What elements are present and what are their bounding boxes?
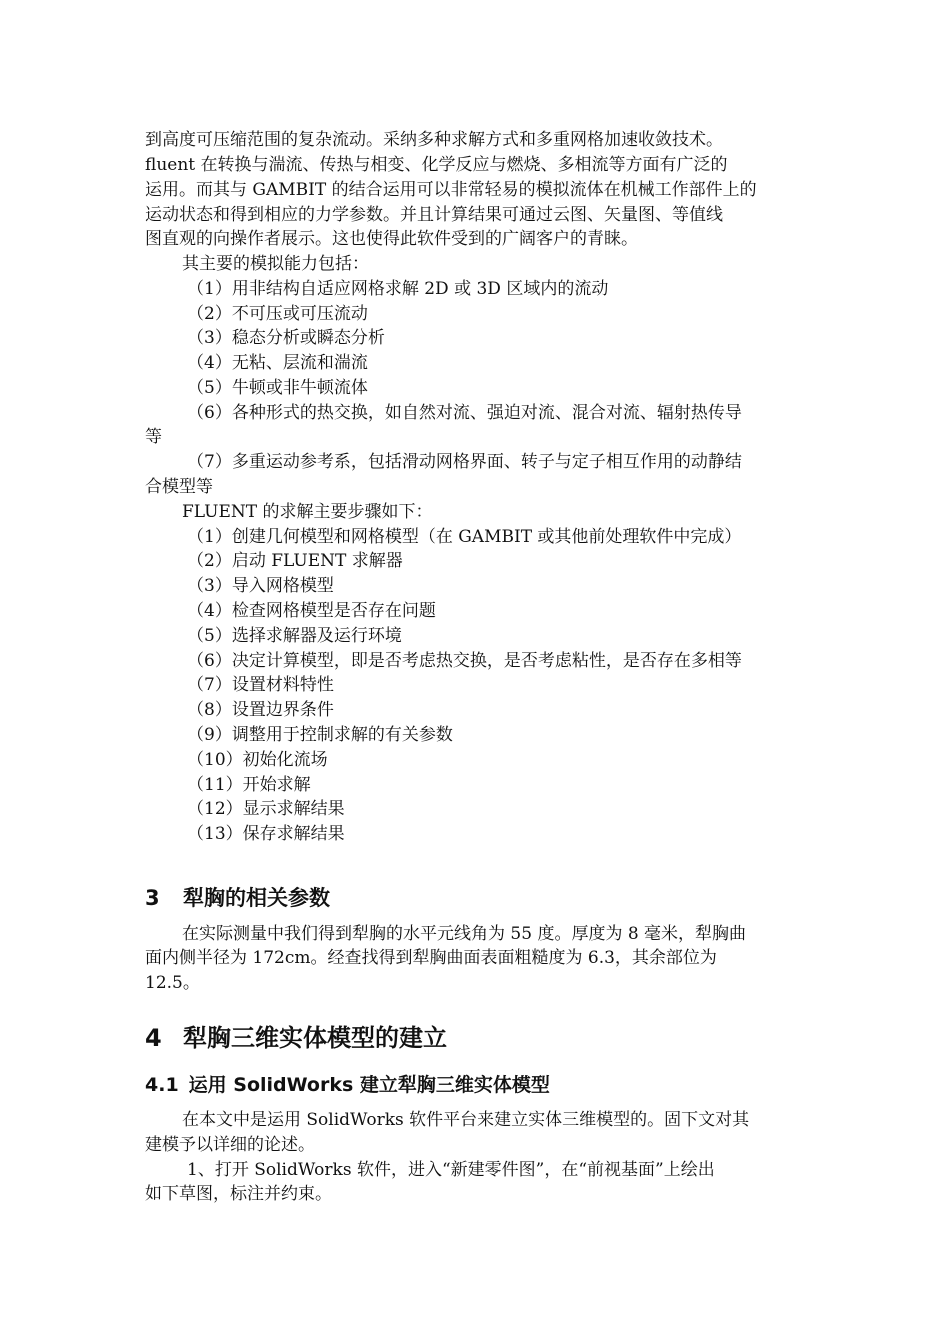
step-item: （10）初始化流场: [187, 750, 328, 770]
paragraph-line: 运动状态和得到相应的力学参数。并且计算结果可通过云图、矢量图、等值线: [145, 205, 723, 225]
steps-intro: FLUENT 的求解主要步骤如下：: [182, 502, 433, 522]
paragraph-line: 建模予以详细的论述。: [145, 1135, 315, 1155]
paragraph-line: 在实际测量中我们得到犁胸的水平元线角为 55 度。厚度为 8 毫米，犁胸曲: [182, 924, 747, 944]
paragraph-line: 运用。而其与 GAMBIT 的结合运用可以非常轻易的模拟流体在机械工作部件上的: [145, 180, 757, 200]
section-number: 4.1: [145, 1074, 179, 1096]
step-item: （12）显示求解结果: [187, 799, 345, 819]
capabilities-intro: 其主要的模拟能力包括：: [182, 254, 369, 274]
paragraph-line: 图直观的向操作者展示。这也使得此软件受到的广阔客户的青睐。: [145, 229, 638, 249]
step-item: （5）选择求解器及运行环境: [187, 626, 402, 646]
section-title: 犁胸三维实体模型的建立: [183, 1024, 447, 1052]
section-title: 运用 SolidWorks 建立犁胸三维实体模型: [188, 1074, 550, 1096]
capability-item-continuation: 等: [145, 427, 162, 447]
paragraph-line: 面内侧半径为 172cm。经查找得到犁胸曲面表面粗糙度为 6.3，其余部位为: [145, 948, 717, 968]
section-title: 犁胸的相关参数: [183, 886, 330, 910]
section-number: 3: [145, 886, 160, 910]
capability-item: （2）不可压或可压流动: [187, 304, 368, 324]
capability-item: （3）稳态分析或瞬态分析: [187, 328, 385, 348]
step-item: （8）设置边界条件: [187, 700, 334, 720]
capability-item: （4）无粘、层流和湍流: [187, 353, 368, 373]
section-3-heading: [145, 882, 330, 912]
paragraph-line: 12.5。: [145, 973, 200, 993]
step-item: （2）启动 FLUENT 求解器: [187, 551, 403, 571]
step-item: （7）设置材料特性: [187, 675, 334, 695]
paragraph-line: 如下草图，标注并约束。: [145, 1184, 332, 1204]
capability-item: （1）用非结构自适应网格求解 2D 或 3D 区域内的流动: [187, 279, 609, 299]
step-item: （4）检查网格模型是否存在问题: [187, 601, 436, 621]
step-item: （9）调整用于控制求解的有关参数: [187, 725, 453, 745]
step-item: （3）导入网格模型: [187, 576, 334, 596]
step-item: （6）决定计算模型，即是否考虑热交换，是否考虑粘性，是否存在多相等: [187, 651, 742, 671]
step-item: （13）保存求解结果: [187, 824, 345, 844]
section-number: 4: [145, 1024, 162, 1052]
paragraph-line: fluent 在转换与湍流、传热与相变、化学反应与燃烧、多相流等方面有广泛的: [145, 155, 728, 175]
section-4-heading: [145, 1018, 447, 1053]
capability-item-continuation: 合模型等: [145, 477, 213, 497]
paragraph-line: 1、打开 SolidWorks 软件，进入“新建零件图”，在“前视基面”上绘出: [187, 1160, 715, 1180]
capability-item: （6）各种形式的热交换，如自然对流、强迫对流、混合对流、辐射热传导: [187, 403, 742, 423]
section-4-1-heading: [145, 1070, 550, 1097]
paragraph-line: 到高度可压缩范围的复杂流动。采纳多种求解方式和多重网格加速收敛技术。: [145, 130, 723, 150]
capability-item: （7）多重运动参考系，包括滑动网格界面、转子与定子相互作用的动静结: [187, 452, 742, 472]
capability-item: （5）牛顿或非牛顿流体: [187, 378, 368, 398]
paragraph-line: 在本文中是运用 SolidWorks 软件平台来建立实体三维模型的。固下文对其: [182, 1110, 750, 1130]
step-item: （1）创建几何模型和网格模型（在 GAMBIT 或其他前处理软件中完成）: [187, 527, 742, 547]
step-item: （11）开始求解: [187, 775, 311, 795]
